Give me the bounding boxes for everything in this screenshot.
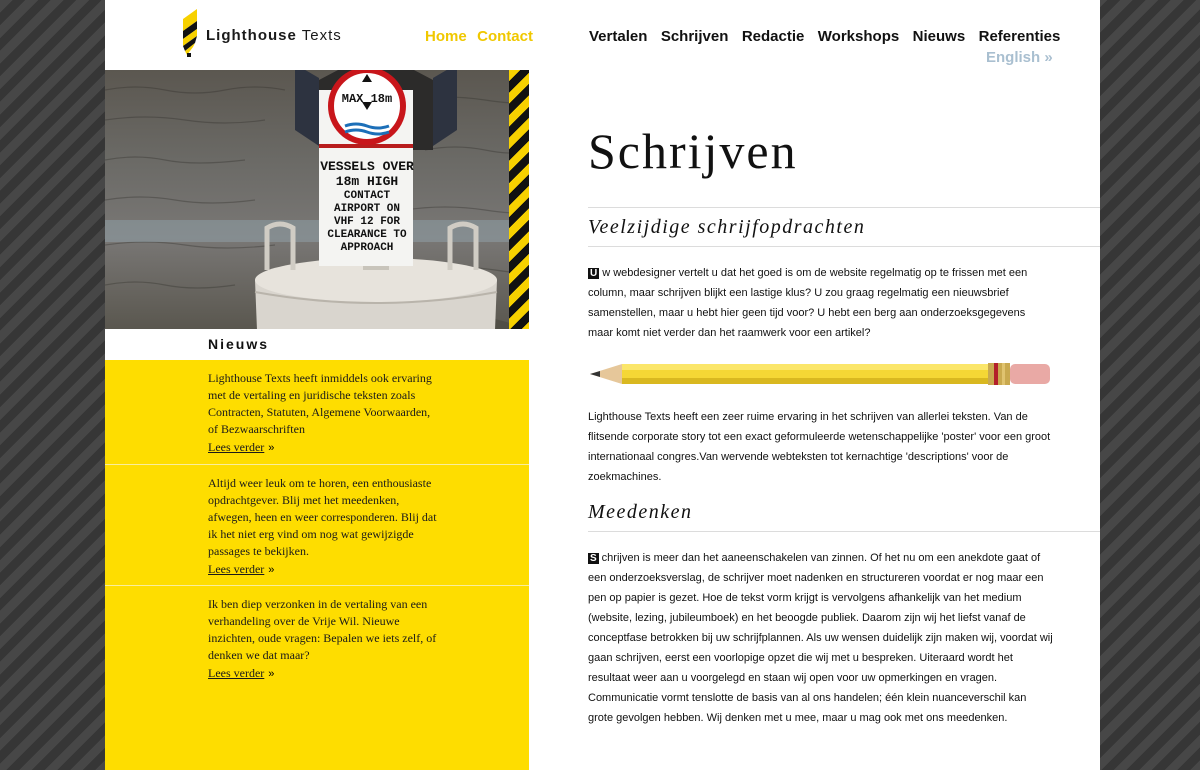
divider [588, 531, 1100, 532]
news-item-text: Ik ben diep verzonken in de vertaling van een verhandeling over de Vrije Wil. Nieuwe inzichten, oude vragen: Bepalen we iets zelf, of denken we dat maar? [208, 597, 437, 662]
sign-text-line: VESSELS OVER [320, 159, 414, 174]
news-item [105, 360, 529, 465]
paragraph: U w webdesigner vertelt u dat het goed is om de website regelmatig op te frissen met een column, maar schrijven blijkt een lastige klus? U zou graag regelmatig een nieuwsbrief samenstellen, maar u hebt hier geen tijd voor? U hebt een berg aan onderzoeksgegevens maar komt niet verder dan het raamwerk voor een artikel? [588, 267, 1028, 339]
double-chevron-right-icon: » [268, 564, 275, 576]
hero-image [105, 70, 529, 329]
sign-text-line: CLEARANCE TO [327, 229, 407, 241]
drop-cap: S [590, 553, 597, 564]
double-chevron-right-icon: » [268, 668, 275, 680]
news-item [105, 465, 529, 586]
page [105, 0, 1100, 770]
section-heading: Veelzijdige schrijfopdrachten [588, 216, 866, 238]
news-item [105, 586, 529, 691]
nav-item-workshops[interactable]: Workshops [817, 28, 900, 45]
main-content [588, 110, 1100, 728]
contact-link[interactable]: Contact [477, 28, 533, 45]
news-panel [105, 360, 529, 770]
nav-item-schrijven[interactable]: Schrijven [660, 28, 729, 45]
sign-text-line: CONTACT [343, 190, 391, 202]
english-language-link[interactable]: English » [986, 49, 1053, 66]
nav-item-vertalen[interactable]: Vertalen [589, 28, 648, 45]
news-title: Nieuws [208, 336, 270, 352]
divider [588, 207, 1100, 208]
buoy-sign-illustration [105, 70, 529, 329]
read-more-link[interactable]: Lees verder [208, 666, 265, 680]
nav-item-referenties[interactable]: Referenties [978, 28, 1061, 45]
nav-item-redactie[interactable]: Redactie [741, 28, 805, 45]
news-item-text: Lighthouse Texts heeft inmiddels ook ervaring met de vertaling en juridische teksten zoals Contracten, Statuten, Algemene Voorwaarden, of Bezwaarschriften [208, 371, 432, 436]
hazard-stripes [509, 70, 529, 329]
sign-text-line: VHF 12 FOR [333, 216, 401, 228]
main-nav [589, 28, 1069, 46]
section-heading: Meedenken [588, 501, 693, 523]
double-chevron-right-icon: » [268, 442, 275, 454]
top-links [425, 28, 539, 46]
sign-text-line: APPROACH [340, 242, 394, 254]
pencil-icon [588, 357, 1053, 391]
sign-text-line: AIRPORT ON [333, 203, 401, 215]
read-more-link[interactable]: Lees verder [208, 440, 265, 454]
home-link[interactable]: Home [425, 28, 467, 45]
read-more-link[interactable]: Lees verder [208, 562, 265, 576]
divider [588, 246, 1100, 247]
paragraph: Lighthouse Texts heeft een zeer ruime ervaring in het schrijven van allerlei teksten. Van de flitsende corporate story tot een exact geformuleerde wetenschappelijke 'poster' voor een groot internationaal congres.Van wervende webteksten tot kernachtige 'descriptions' voor de zoekmachines. [588, 411, 1051, 483]
page-title: Schrijven [588, 123, 798, 179]
news-item-text: Altijd weer leuk om te horen, een enthousiaste opdrachtgever. Blij met het meedenken, afwegen, heen en weer corresponderen. Blij dat ik het niet erg vind om nog wat gewijzigde passages te bekijken. [208, 476, 437, 558]
sign-text-line: 18m HIGH [335, 174, 399, 189]
nav-item-nieuws[interactable]: Nieuws [912, 28, 966, 45]
drop-cap: U [590, 268, 598, 279]
paragraph: S chrijven is meer dan het aaneenschakelen van zinnen. Of het nu om een anekdote gaat of een onderzoeksverslag, de schrijver moet nadenken en structureren voordat er nog maar een pen op papier is gezet. Hoe de tekst vorm krijgt is vervolgens afhankelijk van het medium (website, lezing, jubileumboek) en het beoogde publiek. Daarom zijn wij het liefst vanaf de conceptfase betrokken bij uw schrijfplannen. Als uw wensen duidelijk zijn maken wij, voordat wij gaan schrijven, eerst een voorlopige opzet die wij met u bespreken. Uiteraard wordt het resultaat weer aan u voorgelegd en staan wij open voor uw opmerkingen en vragen. Communicatie vormt tenslotte de basis van al ons handelen; één klein nuanceverschil kan grote gevolgen hebben. Wij denken met u mee, maar u mag ook met ons meedenken. [588, 552, 1053, 724]
sign-text-max: MAX 18m [341, 92, 393, 106]
lighthouse-logo-icon [179, 9, 201, 57]
logo-text: Lighthouse Texts [206, 27, 342, 44]
